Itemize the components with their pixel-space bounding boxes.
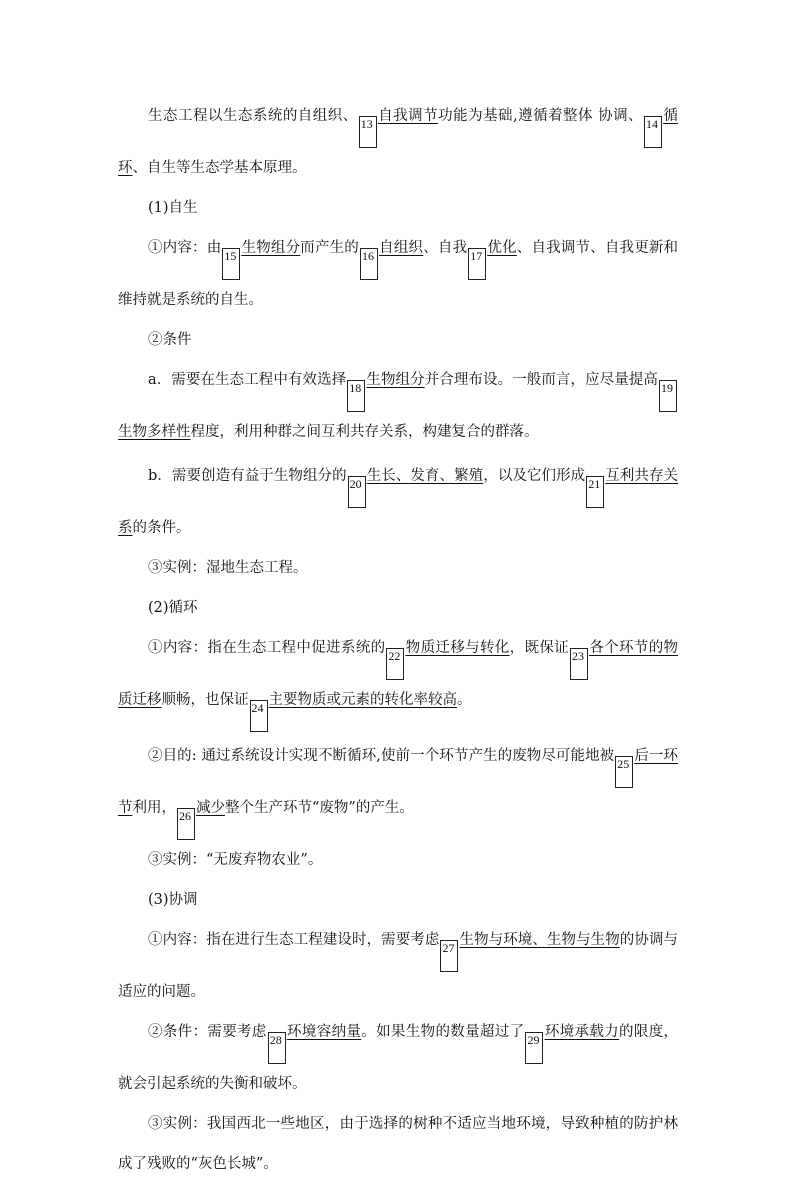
example-grey-great-wall: ③实例：我国西北一些地区，由于选择的树种不适应当地环境，导致种植的防护林成了残败的“灰色长城”。: [118, 1116, 678, 1172]
text: ，以及它们形成: [483, 468, 586, 484]
text: 的条件。: [132, 520, 191, 536]
answer: 减少: [196, 800, 225, 816]
answer: 自我调节: [377, 108, 439, 124]
answer: 互利共存关系: [118, 468, 679, 536]
blank-number: 18: [347, 380, 365, 412]
answer: 生长、发育、繁殖: [366, 468, 484, 484]
text: 整个生产环节“废物”的产生。: [225, 800, 414, 816]
text: 、自我调节、自我更新和维持就是系统的自生。: [118, 240, 679, 308]
example-no-waste: ③实例：“无废弃物农业”。: [148, 852, 323, 868]
text: b．需要创造有益于生物组分的: [148, 468, 347, 484]
self-generation-content: [118, 228, 678, 320]
subheading-conditions: ②条件: [148, 332, 192, 348]
blank-number: 29: [525, 1032, 543, 1064]
blank-number: 28: [268, 1032, 286, 1064]
blank-number: 27: [440, 940, 458, 972]
text: ①内容：指在生态工程中促进系统的: [148, 640, 386, 656]
answer: 物质迁移与转化: [405, 640, 510, 656]
answer: 生物与环境、生物与生物: [459, 932, 620, 948]
text: 的限度，就会引起系统的失衡和破坏。: [118, 1024, 679, 1092]
text: 功能为基础,遵循着整体 协调、: [438, 108, 644, 124]
blank-number: 19: [659, 380, 677, 412]
section-heading-coordination: (3)协调: [148, 892, 198, 908]
blank-number: 16: [360, 248, 378, 280]
text: 而产生的: [300, 240, 359, 256]
blank-number: 26: [177, 808, 195, 840]
example-wetland: ③实例：湿地生态工程。: [148, 560, 308, 576]
cycle-purpose: [118, 736, 678, 840]
answer: 环境承载力: [544, 1024, 620, 1040]
answer: 循环: [118, 108, 679, 176]
text: ②目的: 通过系统设计实现不断循环,使前一个环节产生的废物尽可能地被: [148, 748, 615, 764]
text: 程度，利用种群之间互利共存关系，构建复合的群落。: [190, 424, 539, 440]
intro-paragraph: [118, 96, 678, 188]
section-heading-self-generation: (1)自生: [148, 200, 198, 216]
blank-number: 22: [386, 648, 404, 680]
section-heading-cycle: (2)循环: [148, 600, 198, 616]
answer: 各个环节的物质迁移: [118, 640, 679, 708]
coordination-content: [118, 920, 678, 1012]
text: 。: [457, 692, 472, 708]
blank-number: 23: [570, 648, 588, 680]
answer: 环境容纳量: [286, 1024, 362, 1040]
answer: 生物多样性: [118, 424, 191, 440]
blank-number: 20: [348, 476, 366, 508]
text: 生态工程以生态系统的自组织、: [148, 108, 358, 124]
blank-number: 24: [250, 700, 268, 732]
answer: 后一环节: [118, 748, 679, 816]
answer: 生物组分: [366, 372, 425, 388]
content-body: [118, 96, 678, 1184]
text: ②条件：需要考虑: [148, 1024, 267, 1040]
coordination-conditions: [118, 1012, 678, 1104]
blank-number: 21: [586, 476, 604, 508]
blank-number: 17: [468, 248, 486, 280]
condition-b: [118, 456, 678, 548]
text: ，既保证: [509, 640, 569, 656]
text: 。如果生物的数量超过了: [361, 1024, 525, 1040]
condition-a: [118, 360, 678, 452]
answer: 生物组分: [241, 240, 301, 256]
blank-number: 14: [644, 116, 662, 148]
text: a．需要在生态工程中有效选择: [148, 372, 347, 388]
blank-number: 25: [615, 756, 633, 788]
text: ①内容：指在进行生态工程建设时，需要考虑: [148, 932, 440, 948]
text: 、自生等生态学基本原理。: [132, 160, 307, 176]
blank-number: 15: [222, 248, 240, 280]
text: 并合理布设。一般而言，应尽量提高: [424, 372, 658, 388]
blank-number: 13: [359, 116, 377, 148]
answer: 自组织: [379, 240, 424, 256]
text: 、自我: [423, 240, 468, 256]
answer: 优化: [487, 240, 517, 256]
answer: 主要物质或元素的转化率较高: [268, 692, 457, 708]
cycle-content: [118, 628, 678, 732]
text: 的协调与适应的问题。: [118, 932, 679, 1000]
text: ①内容：由: [148, 240, 222, 256]
text: 利用，: [132, 800, 176, 816]
text: 顺畅，也保证: [161, 692, 249, 708]
